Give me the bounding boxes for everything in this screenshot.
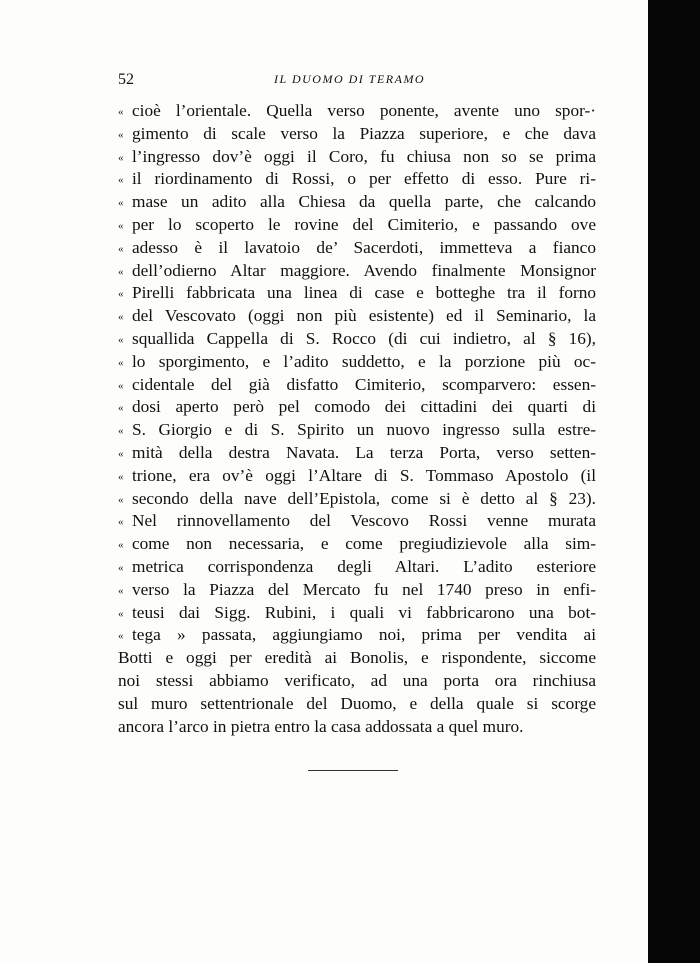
quote-mark: «	[118, 174, 124, 187]
text-line	[118, 693, 596, 715]
quote-mark: «	[118, 562, 124, 574]
text-line	[118, 237, 596, 259]
line-text: verso la Piazza del Mercato fu nel 1740 preso in enfi-	[132, 579, 596, 599]
text-line	[118, 100, 596, 122]
line-text: sul muro settentrionale del Duomo, e della quale si scorge	[118, 693, 596, 713]
quote-mark: «	[118, 128, 124, 141]
quote-mark: «	[118, 197, 124, 210]
line-text: dell’odierno Altar maggiore. Avendo finalmente Monsignor	[132, 260, 596, 280]
line-text: trione, era ov’è oggi l’Altare di S. Tommaso Apostolo (il	[132, 465, 596, 485]
quote-mark: «	[118, 379, 124, 392]
text-line	[118, 328, 596, 350]
text-line	[118, 374, 596, 396]
quote-mark: «	[118, 288, 124, 301]
text-line	[118, 191, 596, 213]
text-line	[118, 396, 596, 418]
text-line	[118, 305, 596, 327]
text-line	[118, 260, 596, 282]
quote-mark: «	[118, 242, 124, 255]
quote-mark: «	[118, 425, 124, 438]
quote-mark: «	[118, 493, 124, 506]
page-header	[118, 71, 598, 91]
line-text: gimento di scale verso la Piazza superiore, e che dava	[132, 123, 596, 143]
line-text: noi stessi abbiamo verificato, ad una porta ora rinchiusa	[118, 671, 596, 690]
text-line	[118, 533, 596, 555]
text-line	[118, 465, 596, 487]
line-text: teusi dai Sigg. Rubini, i quali vi fabbricarono una bot-	[132, 602, 596, 622]
quote-mark: «	[118, 448, 124, 460]
text-line	[118, 488, 596, 510]
quote-mark: «	[118, 220, 124, 232]
text-line	[118, 351, 596, 373]
line-text: come non necessaria, e come pregiudizievole alla sim-	[132, 534, 596, 554]
line-text: tega » passata, aggiungiamo noi, prima per vendita ai	[132, 625, 596, 645]
text-line	[118, 146, 596, 168]
line-text: Nel rinnovellamento del Vescovo Rossi venne murata	[132, 511, 596, 531]
section-divider	[308, 770, 398, 771]
text-line	[118, 168, 596, 190]
text-line	[118, 579, 596, 601]
text-line	[118, 282, 596, 304]
text-line	[118, 602, 596, 624]
line-text: Pirelli fabbricata una linea di case e botteghe tra il forno	[132, 283, 596, 303]
quote-mark: «	[118, 311, 124, 324]
quote-mark: «	[118, 607, 124, 620]
scan-edge	[648, 0, 700, 963]
line-text: mase un adito alla Chiesa da quella parte, che calcando	[132, 192, 596, 212]
text-line	[118, 670, 596, 692]
text-line	[118, 442, 596, 464]
line-text: ancora l’arco in pietra entro la casa addossata a quel muro.	[118, 716, 524, 736]
text-line	[118, 419, 596, 441]
line-text: adesso è il lavatoio de’ Sacerdoti, immetteva a fianco	[132, 237, 596, 257]
line-text: secondo della nave dell’Epistola, come si è detto al § 23).	[132, 488, 596, 508]
quote-mark: «	[118, 516, 124, 529]
line-text: metrica corrispondenza degli Altari. L’adito esteriore	[132, 557, 596, 576]
line-text: l’ingresso dov’è oggi il Coro, fu chiusa non so se prima	[132, 146, 596, 166]
quote-mark: «	[118, 630, 124, 643]
quote-mark: «	[118, 106, 124, 118]
quote-mark: «	[118, 265, 124, 278]
quote-mark: «	[118, 334, 124, 346]
line-text: Botti e oggi per eredità ai Bonolis, e rispondente, siccome	[118, 648, 596, 668]
line-text: mità della destra Navata. La terza Porta, verso setten-	[132, 443, 596, 462]
quote-mark: «	[118, 584, 124, 597]
text-line	[118, 716, 596, 738]
text-line	[118, 214, 596, 236]
text-line	[118, 647, 596, 669]
quote-mark: «	[118, 470, 124, 483]
text-line	[118, 556, 596, 578]
line-text: squallida Cappella di S. Rocco (di cui indietro, al § 16),	[132, 329, 596, 348]
quote-mark: «	[118, 356, 124, 369]
page-number: 52	[118, 71, 134, 88]
line-text: per lo scoperto le rovine del Cimiterio, e passando ove	[132, 215, 596, 234]
line-text: il riordinamento di Rossi, o per effetto di esso. Pure ri-	[132, 169, 596, 189]
text-line	[118, 510, 596, 532]
line-text: cidentale del già disfatto Cimiterio, scomparvero: essen-	[132, 374, 596, 394]
line-text: dosi aperto però pel comodo dei cittadini dei quarti di	[132, 397, 596, 417]
quote-mark: «	[118, 151, 124, 164]
line-text: lo sporgimento, e l’adito suddetto, e la porzione più oc-	[132, 351, 596, 371]
quote-mark: «	[118, 402, 124, 415]
line-text: del Vescovato (oggi non più esistente) ed il Seminario, la	[132, 306, 596, 326]
running-title: IL DUOMO DI TERAMO	[274, 72, 426, 86]
text-line	[118, 624, 596, 646]
quote-mark: «	[118, 539, 124, 552]
line-text: S. Giorgio e di S. Spirito un nuovo ingresso sulla estre-	[132, 420, 596, 440]
text-line	[118, 123, 596, 145]
line-text: cioè l’orientale. Quella verso ponente, avente uno spor-·	[132, 101, 596, 120]
